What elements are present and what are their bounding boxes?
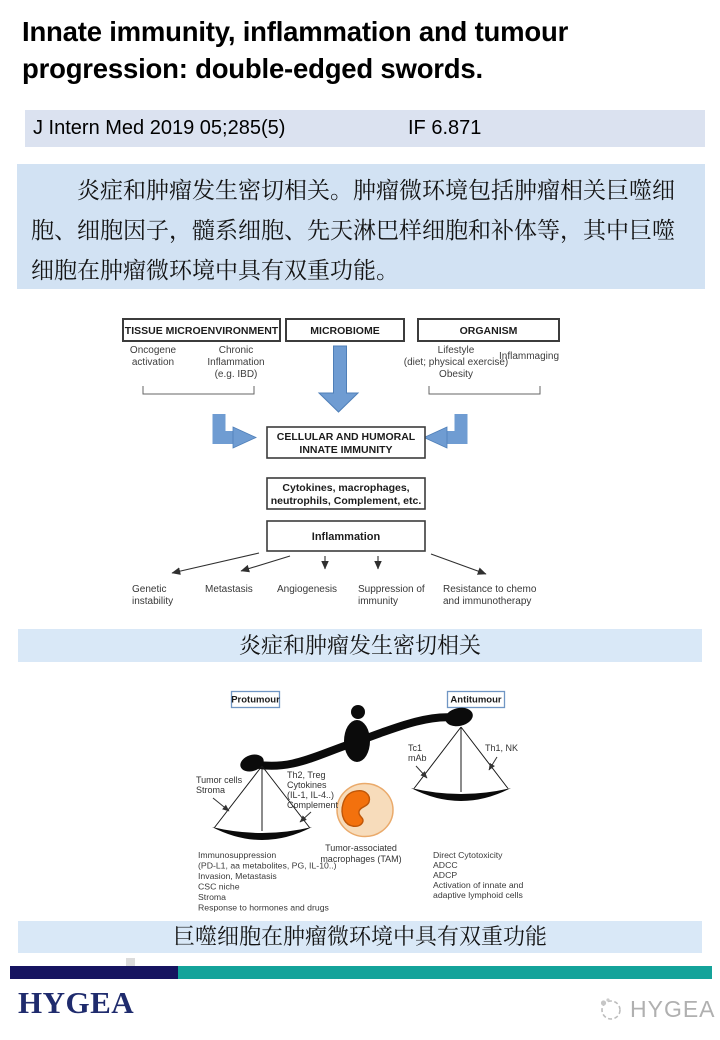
outcome-genetic-line2: instability (132, 596, 174, 607)
fulcrum (344, 720, 370, 762)
right-list-5: adaptive lymphoid cells (433, 890, 523, 900)
outcome-suppression-line1: Suppression of (358, 584, 425, 595)
microbiome-box-label: MICROBIOME (310, 325, 380, 337)
outcome-resistance-line2: and immunotherapy (443, 596, 532, 607)
inflammation-box (267, 521, 425, 551)
right-list-2: ADCC (433, 860, 458, 870)
lifestyle-line1: Lifestyle (437, 345, 475, 356)
oncogene-line2: activation (131, 357, 175, 368)
lifestyle-line3: Obesity (439, 369, 473, 380)
right-elbow-arrow (424, 414, 461, 448)
antitumour-box (448, 692, 505, 708)
figure-innate-immunity (0, 308, 720, 625)
figure2-caption: 巨噬细胞在肿瘤微环境中具有双重功能 (18, 921, 702, 953)
tissue-microenvironment-box (123, 319, 280, 341)
tam-caption-line1: Tumor-associated (325, 843, 397, 853)
tissue-box-label: TISSUE MICROENVIRONMENT (124, 325, 279, 337)
outcome-arrows (172, 553, 486, 574)
journal-citation: J Intern Med 2019 05;285(5) (33, 117, 286, 139)
protumour-label: Protumour (231, 694, 280, 706)
th2-line1: Th2, Treg (287, 770, 326, 780)
figure-macrophage-balance (0, 675, 720, 921)
hygea-watermark-text: HYGEA (630, 996, 716, 1022)
th1-nk-label: Th1, NK (485, 743, 519, 753)
cytokines-box-line1: Cytokines, macrophages, (282, 482, 410, 494)
th2-line2: Cytokines (287, 780, 327, 790)
figure1-caption: 炎症和肿瘤发生密切相关 (18, 629, 702, 662)
cytokines-box-line2: neutrophils, Complement, etc. (270, 495, 422, 507)
left-list-2: (PD-L1, aa metabolites, PG, IL-10..) (198, 860, 337, 871)
left-elbow-arrow (219, 414, 256, 448)
chronic-line1: Chronic (218, 345, 254, 356)
microbiome-box (286, 319, 404, 341)
outcome-resistance-line1: Resistance to chemo (443, 584, 537, 595)
outcome-metastasis: Metastasis (205, 584, 253, 595)
impact-factor: IF 6.871 (408, 117, 482, 139)
tc1-line1: Tc1 (408, 743, 423, 753)
cytokines-box (267, 478, 425, 509)
inflammaging-label: Inflammaging (498, 351, 560, 362)
inflammation-box-label: Inflammation (311, 531, 381, 543)
innate-box-line2: INNATE IMMUNITY (299, 444, 393, 456)
left-list-3: Invasion, Metastasis (198, 871, 277, 881)
tam-caption-line2: macrophages (TAM) (320, 854, 402, 864)
abstract-text: 炎症和肿瘤发生密切相关。肿瘤微环境包括肿瘤相关巨噬细胞、细胞因子，髓系细胞、先天淋巴样细胞和补体等，其中巨噬细胞在肿瘤微环境中具有双重功能。 (17, 164, 705, 289)
footer-teal-bar (178, 966, 712, 979)
chronic-line3: (e.g. IBD) (214, 369, 258, 380)
chronic-line2: Inflammation (207, 357, 265, 368)
protumour-box (231, 692, 280, 708)
antitumour-effects-list (433, 850, 523, 900)
right-list-3: ADCP (433, 870, 458, 880)
journal-bar (25, 110, 705, 147)
innate-box-line1: CELLULAR AND HUMORAL (276, 431, 416, 443)
page-title: Innate immunity, inflammation and tumour progression: double-edged swords. (22, 16, 569, 84)
tc1-line2: mAb (408, 753, 427, 763)
right-bracket (429, 386, 540, 394)
left-list-1: Immunosuppression (198, 850, 277, 860)
hygea-logo-text: HYGEA (18, 985, 135, 1020)
protumour-effects-list (198, 850, 337, 913)
right-scale (411, 727, 511, 801)
balance-beam (238, 705, 474, 774)
organism-box (418, 319, 559, 341)
hygea-watermark-icon (596, 994, 626, 1024)
left-list-5: Stroma (198, 892, 227, 902)
tam-cell (337, 784, 393, 837)
tumor-cells-line1: Tumor cells (196, 775, 243, 785)
organism-box-label: ORGANISM (459, 325, 518, 337)
innate-immunity-box (267, 427, 425, 458)
right-list-1: Direct Cytotoxicity (433, 850, 503, 860)
th2-line4: Complement (287, 800, 339, 810)
tumor-cells-line2: Stroma (196, 785, 226, 795)
left-list-6: Response to hormones and drugs (198, 902, 329, 913)
oncogene-line1: Oncogene (129, 345, 177, 356)
footer-notch (126, 958, 135, 966)
th2-line3: (IL-1, IL-4..) (287, 790, 335, 800)
hygea-watermark (596, 994, 716, 1024)
outcome-suppression-line2: immunity (358, 596, 399, 607)
footer-navy-bar (10, 966, 178, 979)
left-bracket (143, 386, 254, 394)
left-list-4: CSC niche (198, 881, 240, 892)
outcome-labels (132, 584, 537, 607)
outcome-genetic-line1: Genetic (132, 584, 167, 595)
antitumour-label: Antitumour (450, 694, 502, 706)
outcome-angiogenesis: Angiogenesis (277, 584, 338, 595)
right-list-4: Activation of innate and (433, 880, 524, 890)
microbiome-down-arrow (319, 346, 358, 412)
lifestyle-line2: (diet; physical exercise) (403, 357, 509, 368)
